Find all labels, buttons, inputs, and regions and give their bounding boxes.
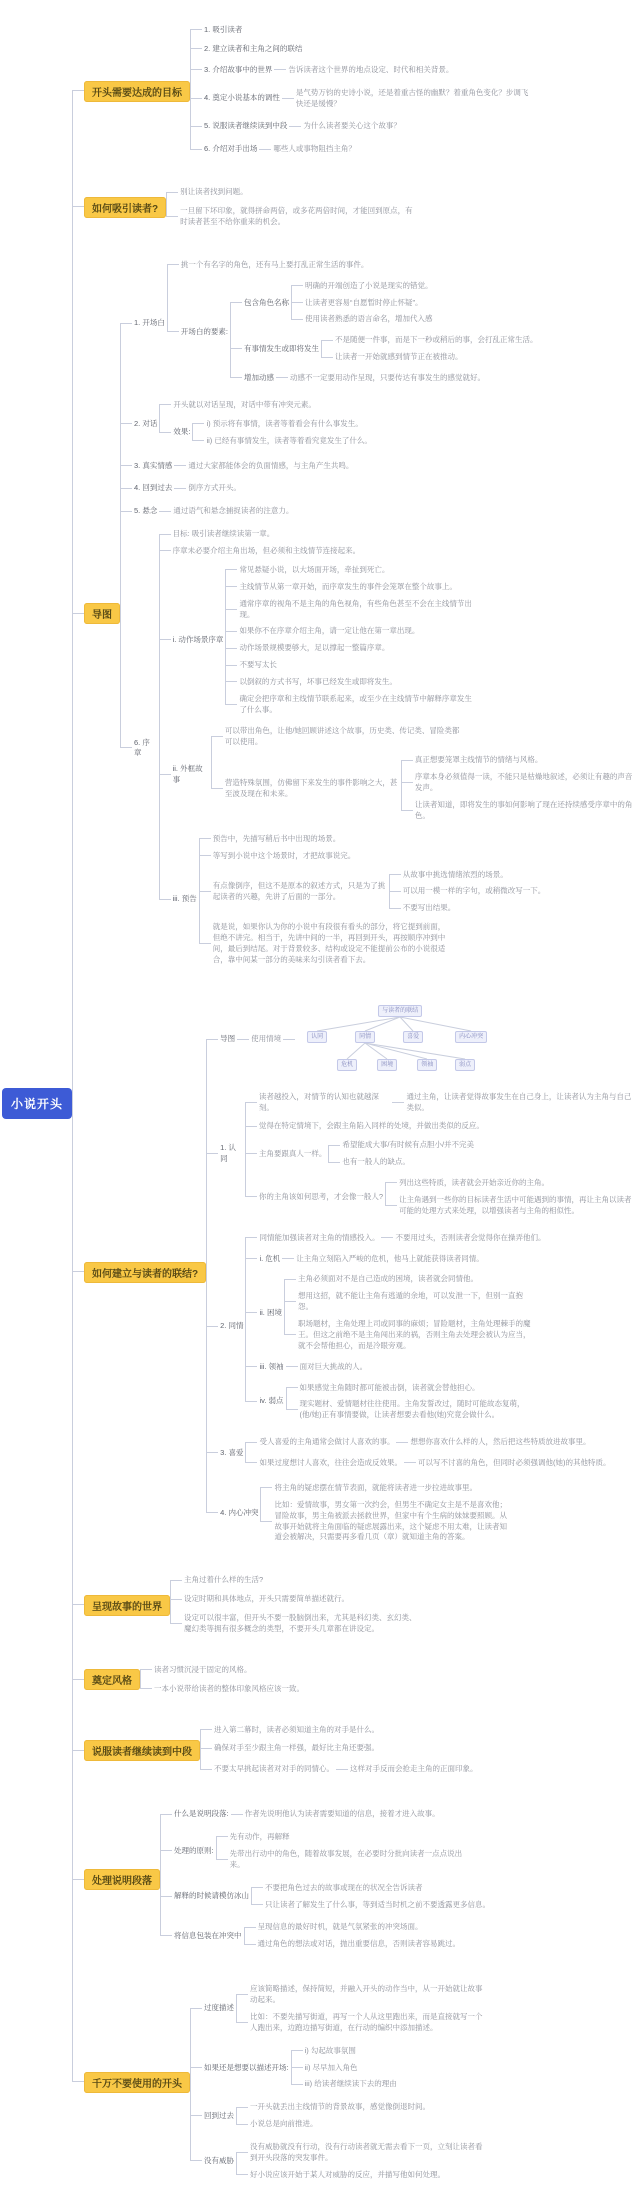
mindmap-text-node[interactable]: 一本小说带给读者的整体印象风格应该一致。 [154, 1683, 305, 1693]
mini-diagram-node: 内心冲突 [455, 1031, 487, 1043]
mindmap-subtree [160, 1916, 492, 1956]
mindmap-branch-node[interactable]: 导图 [84, 603, 120, 624]
mindmap-topic-node[interactable]: 6. 介绍对手出场 [204, 144, 258, 154]
mindmap-topic-node[interactable]: 2. 同情 [220, 1321, 244, 1331]
mindmap-subtree [120, 523, 638, 974]
mindmap-text-node[interactable]: 通过大家都能体会的负面情感，与主角产生共鸣。 [188, 460, 354, 470]
mindmap-subtree [159, 721, 638, 829]
mindmap-text-node[interactable]: 主角要跟真人一样。 [258, 1148, 327, 1158]
mindmap-text-node[interactable]: 不要用过头，否则读者会觉得你在操弄他们。 [395, 1232, 546, 1242]
mindmap-subtree [206, 1429, 638, 1477]
mindmap-subtree [289, 118, 403, 135]
mindmap-topic-node[interactable]: 有事情发生或即将发生 [243, 343, 319, 353]
mindmap-text-node[interactable]: 从故事中挑选情绪浓烈的场景。 [402, 869, 508, 879]
mindmap-topic-node[interactable]: 没有威胁 [204, 2155, 235, 2165]
mindmap-topic-node[interactable]: 2. 对话 [134, 418, 158, 428]
mindmap-subtree [192, 416, 373, 433]
mindmap-text-node[interactable]: 作者先说明他认为读者需要知道的信息，接着才进入故事。 [244, 1809, 440, 1819]
mindmap-topic-node[interactable]: 2. 建立读者和主角之间的联结 [204, 43, 303, 53]
mindmap-text-node[interactable]: 挑一个有名字的角色，还有马上要打乱正常生活的事件。 [180, 259, 369, 269]
mindmap-text-node[interactable]: 没有威胁就没有行动，没有行动读者就无需去看下一页，立刻让读者看到开头段落的突发事件。 [250, 2142, 483, 2162]
mindmap-subtree [251, 1880, 492, 1897]
mindmap-subtree [282, 85, 534, 113]
mindmap-subtree [291, 311, 435, 328]
mindmap-topic-node[interactable]: 处理的原则: [174, 1845, 214, 1855]
mindmap-subtree [225, 674, 477, 691]
mindmap-subtree [245, 1269, 547, 1356]
mindmap-subtree [284, 1288, 536, 1316]
mindmap-text-node[interactable]: 可以带出角色，让他/她回顾讲述这个故事，历史类、传记类、冒险类都可以使用。 [224, 725, 460, 746]
mindmap-subtree [170, 1590, 422, 1609]
mindmap-text-node[interactable]: 动感不一定要用动作呈现，只要传达有事发生的感觉就好。 [289, 373, 485, 382]
mindmap-text-node[interactable]: 序章本身必须值得一读，不能只是枯燥地叙述，必须让有趣的声音发声。 [414, 772, 633, 793]
mindmap-subtree [245, 1453, 612, 1474]
mindmap-text-node[interactable]: 让主角遇到一些你的目标读者生活中可能遇到的事情，再让主角以读者可能的处理方式来处理，以增强读者与主角的相似性。 [399, 1194, 632, 1215]
mindmap-text-node[interactable]: 一开头就丢出主线情节的背景故事，感觉像倒退时间。 [250, 2102, 431, 2112]
mindmap-subtree [396, 1434, 592, 1451]
mindmap-subtree [72, 1650, 638, 1710]
mindmap-subtree [225, 623, 477, 640]
mindmap-text-node[interactable]: 让读者知道，即将发生的事如何影响了现在还持续感受序章中的角色。 [414, 800, 633, 820]
mindmap-subtree [190, 2136, 488, 2187]
mindmap-topic-node[interactable]: 增加动感 [243, 373, 274, 382]
mindmap-text-node[interactable]: 职场题材，主角处理上司或同事的麻烦；冒险题材，主角处理棘手的魔王。但这之前绝不是主角闯出来的祸，否则主角去处理会被认为应当，就不会帮他担心，而是冷眼旁观。 [297, 1319, 531, 1350]
mindmap-subtree [160, 1803, 492, 1826]
mindmap-subtree [283, 1001, 510, 1079]
mindmap-subtree [236, 2139, 488, 2167]
mindmap-subtree [200, 1721, 480, 1740]
mindmap-subtree [245, 1249, 547, 1270]
mindmap-text-node[interactable]: 如果过度想讨人喜欢，往往会造成反效果。 [259, 1458, 402, 1467]
mindmap-topic-node[interactable]: 如果还是想要以描述开场: [204, 2062, 289, 2072]
mindmap-subtree [230, 368, 540, 389]
mindmap-text-node[interactable]: ii) 尽早加入角色 [304, 2062, 358, 2072]
mindmap-subtree [190, 115, 534, 138]
mindmap-text-node[interactable]: 告诉读者这个世界的地点设定、时代和相关背景。 [288, 64, 454, 74]
mindmap-text-node[interactable]: 面对巨大挑战的人。 [299, 1361, 368, 1371]
mindmap-topic-node[interactable]: 什么是说明段落: [174, 1809, 229, 1819]
mindmap-subtree [159, 829, 638, 971]
mindmap-text-node[interactable]: 营造特殊氛围，仿佛留下来发生的事件影响之大，甚至波及现在和未来。 [224, 777, 398, 798]
mindmap-subtree [389, 883, 548, 900]
mindmap-subtree [251, 1897, 492, 1914]
mindmap-subtree [328, 1154, 476, 1171]
mindmap-subtree [284, 1316, 536, 1355]
mini-diagram-node: 同情 [355, 1031, 375, 1043]
mindmap-topic-node[interactable]: iv. 弱点 [259, 1396, 284, 1406]
mindmap-text-node[interactable]: 如果感觉主角随时都可能被击倒，读者就会替他担心。 [299, 1382, 480, 1392]
mindmap-text-node[interactable]: 使用读者熟悉的语言命名，增加代入感 [304, 314, 433, 324]
mindmap-text-node[interactable]: 哪些人或事物阻挡主角？ [273, 144, 356, 154]
mini-diagram-node: 危机 [337, 1059, 357, 1071]
mindmap-branch-node[interactable]: 千万不要使用的开头 [84, 2072, 190, 2093]
mindmap-text-node[interactable]: i) 勾起故事氛围 [304, 2045, 356, 2055]
mindmap-topic-node[interactable]: 开场白的要素: [180, 326, 228, 336]
mindmap-subtree [192, 433, 373, 450]
mindmap-text-node[interactable]: 可以用一模一样的字句，或稍微改写一下。 [402, 886, 546, 896]
mindmap-subtree [328, 1137, 476, 1154]
mindmap-subtree [245, 1228, 547, 1249]
mindmap-subtree [321, 349, 540, 366]
mindmap-subtree [286, 1359, 370, 1376]
mindmap-subtree [159, 503, 295, 520]
mindmap-subtree [244, 1936, 463, 1953]
mindmap-subtree [385, 1175, 637, 1192]
mindmap-text-node[interactable]: 不要写太长 [239, 660, 277, 670]
mini-diagram-node: 弱点 [455, 1059, 475, 1071]
mindmap-subtree [206, 996, 638, 1084]
mindmap-text-node[interactable]: 读者越投入，对情节的认知也就越深刻。 [258, 1091, 379, 1112]
mindmap-subtree [291, 278, 435, 295]
mindmap-subtree [404, 1455, 613, 1472]
mindmap-text-node[interactable]: 小说总是向前推进。 [250, 2119, 318, 2129]
mindmap-topic-node[interactable]: 包含角色名称 [243, 297, 289, 307]
mindmap-text-node[interactable]: 如果你不在序章介绍主角，请一定让他在第一章出现。 [239, 626, 420, 636]
mindmap-subtree [389, 900, 548, 917]
mindmap-subtree [225, 579, 477, 596]
mindmap-subtree [225, 562, 477, 579]
mindmap-subtree [245, 1087, 638, 1119]
mindmap-subtree [166, 202, 418, 232]
mindmap-subtree [385, 1192, 637, 1220]
mindmap-subtree [245, 1118, 638, 1135]
mindmap-text-node[interactable]: 觉得在特定情境下，会跟主角陷入同样的处境，并做出类似的反应。 [258, 1121, 484, 1131]
mindmap-text-node[interactable]: 目标: 吸引读者继续读第一章。 [172, 529, 275, 539]
mini-diagram-node: 困境 [377, 1059, 397, 1071]
mindmap-subtree [166, 183, 418, 202]
mindmap-subtree [206, 1225, 638, 1430]
mindmap-subtree [140, 1661, 306, 1680]
mindmap-text-node[interactable]: 列出这些特质，读者就会开始亲近你的主角。 [399, 1178, 550, 1187]
mindmap-text-node[interactable]: 比如：不要先描写街道，再写一个人从这里跑出来，而是直接就写一个人跑出来，边跑边描写街道，在行动的编织中添加描述。 [250, 2011, 483, 2032]
mindmap-subtree [160, 1877, 492, 1917]
mini-diagram-node: 认同 [307, 1031, 327, 1043]
mindmap-text-node[interactable]: 明确的开端创造了小说是现实的错觉。 [304, 280, 433, 290]
mindmap-subtree [167, 257, 540, 274]
mindmap-subtree [236, 2009, 488, 2037]
mindmap-subtree [236, 2167, 488, 2184]
mindmap-subtree [72, 1560, 638, 1650]
mindmap-text-node[interactable]: 主角必须面对不是自己造成的困境，读者就会同情他。 [297, 1274, 478, 1284]
mindmap-topic-node[interactable]: 4. 内心冲突 [220, 1507, 259, 1517]
mindmap-text-node[interactable]: 受人喜爱的主角通常会做讨人喜欢的事。 [259, 1437, 395, 1447]
mindmap-subtree [199, 865, 548, 920]
mindmap-text-node[interactable]: 通过语气和悬念捕捉读者的注意力。 [173, 506, 294, 516]
mindmap-text-node[interactable]: 别让读者找到问题。 [180, 187, 248, 197]
mindmap-subtree [190, 59, 534, 82]
mindmap-subtree [259, 141, 358, 158]
mindmap-subtree [140, 1680, 306, 1699]
mindmap-subtree [159, 526, 638, 543]
mindmap-text-node[interactable]: 设定时期和具体地点，开头只需要简单描述就行。 [184, 1594, 350, 1604]
mindmap-subtree [190, 1978, 488, 2040]
mindmap-text-node[interactable]: 希望能成大事/有时候有点胆小/并不完美 [342, 1140, 475, 1150]
mindmap-subtree [245, 1378, 547, 1427]
mindmap-subtree [170, 1571, 422, 1590]
mindmap-subtree [120, 477, 638, 500]
mindmap-subtree [245, 1432, 612, 1453]
mindmap-subtree [282, 1251, 486, 1268]
mindmap-topic-node[interactable]: 解释的时候请模仿冰山 [174, 1891, 250, 1901]
mindmap-subtree [206, 1084, 638, 1225]
mindmap-text-node[interactable]: 通常序章的视角不是主角的角色视角，有些角色甚至不会在主线情节出现。 [239, 598, 472, 619]
mindmap-subtree [236, 2099, 432, 2116]
mindmap-topic-node[interactable]: ii. 困境 [259, 1307, 282, 1317]
mindmap-text-node[interactable]: 现实题材、爱情题材往往使用。主角发誓改过，随时可能故态复萌，(他/她)正有事情要做，让读者想要去看他(她)究竟会做什么。 [299, 1399, 525, 1420]
mindmap-text-node[interactable]: 通过主角，让读者觉得故事发生在自己身上，让读者认为主角与自己类似。 [406, 1091, 632, 1112]
mindmap-subtree [321, 332, 540, 349]
mindmap-subtree [211, 723, 638, 751]
mindmap-subtree [216, 1846, 468, 1874]
mindmap-text-node[interactable]: 想用这招，就不能让主角有逃遁的余地，可以发泄一下，但别一直抱怨。 [297, 1291, 523, 1312]
mindmap-subtree [237, 999, 510, 1081]
mindmap-subtree [236, 2116, 432, 2133]
mindmap-subtree [211, 750, 638, 826]
mindmap-topic-node[interactable]: iii. 领袖 [259, 1361, 284, 1371]
mindmap-subtree [291, 2076, 399, 2093]
mindmap-subtree [274, 62, 455, 79]
mindmap-text-node[interactable]: 让读者更容易“自愿暂时停止怀疑”。 [304, 297, 423, 307]
mindmap-topic-node[interactable]: 回到过去 [204, 2110, 235, 2120]
mindmap-subtree [291, 2043, 399, 2060]
mindmap-text-node[interactable]: 让主角立刻陷入严峻的危机，他马上就能获得读者同情。 [296, 1253, 484, 1263]
mindmap-text-node[interactable]: 比如：爱情故事，男女第一次约会，但男生不确定女主是不是喜欢他；冒险故事，男主角被派去拯救世界，但家中有个生病的妹妹要照顾。从故事开始就将主角面临的疑虑展露出来，这个疑虑不用太难，让读者知道会被解决，只需要再多看几页（章）就知道主角的答案。 [274, 1499, 507, 1542]
mindmap-subtree [199, 919, 548, 969]
mindmap-text-node[interactable]: 同情能加强读者对主角的情感投入。 [259, 1232, 380, 1242]
mindmap-subtree [174, 458, 355, 475]
mindmap-subtree [160, 1826, 492, 1877]
mindmap-topic-node[interactable]: 3. 介绍故事中的世界 [204, 64, 273, 74]
mindmap-text-node[interactable]: 先带出行动中的角色，随着故事发展，在必要时分批向读者一点点说出来。 [229, 1848, 463, 1869]
mindmap-text-node[interactable]: 预告中，先描写稍后书中出现的场景。 [212, 833, 341, 843]
mindmap-branch-node[interactable]: 开头需要达成的目标 [84, 81, 190, 102]
mindmap-subtree [225, 596, 477, 624]
mindmap-topic-node[interactable]: 4. 奠定小说基本的调性 [204, 93, 280, 103]
mindmap-subtree [225, 657, 477, 674]
mindmap-subtree [401, 752, 638, 769]
mindmap-subtree [190, 138, 534, 161]
mindmap-subtree [120, 394, 638, 455]
mindmap-subtree [392, 1089, 638, 1117]
mindmap-subtree [276, 370, 487, 387]
mindmap-subtree [260, 1480, 512, 1497]
mindmap-subtree [230, 330, 540, 368]
mini-diagram-node: 喜爱 [403, 1031, 423, 1043]
mindmap-text-node[interactable]: 为什么读者要关心这个故事？ [303, 121, 401, 131]
mindmap-text-node[interactable]: 应该简略描述，保持简短，并融入开头的动作当中，从一开始就让故事动起来。 [250, 1984, 483, 2004]
mindmap-text-node[interactable]: 开头就以对话呈现，对话中带有冲突元素。 [173, 399, 316, 409]
mindmap-topic-node[interactable]: i. 危机 [259, 1253, 281, 1263]
mindmap-text-node[interactable]: 想想你喜欢什么样的人，然后把这些特质放进故事里。 [410, 1437, 591, 1447]
mindmap-text-node[interactable]: 也有一般人的缺点。 [342, 1157, 410, 1167]
mindmap-subtree [291, 295, 435, 312]
mindmap-subtree [225, 640, 477, 657]
mindmap-text-node[interactable]: 这样对手反而会抢走主角的正面印象。 [350, 1764, 478, 1774]
mindmap-subtree [236, 1981, 488, 2009]
mindmap-text-node[interactable]: 等写到小说中这个场景时，才把故事说完。 [212, 850, 356, 860]
mindmap-text-node[interactable]: 读者习惯沉浸于固定的风格。 [154, 1664, 252, 1674]
mindmap-topic-node[interactable]: 过度描述 [204, 2003, 235, 2013]
mindmap-subtree [336, 1761, 480, 1778]
mindmap-text-node[interactable]: 使用情境 [251, 1034, 282, 1044]
mini-diagram-node: 与读者的联结 [378, 1005, 422, 1017]
mindmap-subtree [174, 480, 243, 497]
mindmap-text-node[interactable]: 将主角的疑虑摆在情节表面，就能将读者进一步拉进故事里。 [274, 1482, 477, 1492]
mindmap-subtree [401, 797, 638, 825]
mindmap-subtree [284, 1271, 536, 1288]
mindmap-subtree [199, 831, 548, 848]
mindmap-topic-node[interactable]: 1. 开场白 [134, 318, 165, 328]
mindmap-subtree [170, 1609, 422, 1639]
mindmap-topic-node[interactable]: i. 动作场景序章 [172, 634, 224, 644]
mindmap-subtree [159, 397, 374, 414]
mindmap-topic-node[interactable]: ii. 外框故事 [172, 763, 203, 784]
mindmap-text-node[interactable]: 就是说，如果你认为你的小说中有段很有看头的部分，将它提到前面，但绝不讲完。相当于，先讲中间的一半，再回到开头，再按顺序冲到中间，最后到结尾。对于背景较多、结构或设定不能提前公布的小说很适合，靠中间某一部分的美味来勾引读者看下去。 [212, 922, 446, 964]
mindmap-subtree [389, 867, 548, 884]
mindmap-subtree [200, 1739, 480, 1758]
mindmap-topic-node[interactable]: 3. 真实情感 [134, 460, 173, 470]
mindmap-subtree [199, 848, 548, 865]
mindmap-topic-node[interactable]: 3. 喜爱 [220, 1447, 244, 1457]
mindmap-branch-node[interactable]: 奠定风格 [84, 1669, 140, 1690]
mindmap-text-node[interactable]: 不要把角色过去的故事或现在的状况全告诉读者 [265, 1882, 423, 1892]
mindmap-topic-node[interactable]: 将信息包装在冲突中 [174, 1930, 242, 1940]
mindmap-branch-node[interactable]: 呈现故事的世界 [84, 1595, 170, 1616]
mindmap-text-node[interactable]: 通过角色的想法或对话，抛出重要信息，否则读者容易跳过。 [257, 1939, 461, 1949]
mindmap-text-node[interactable]: 先有动作，再解释 [229, 1832, 290, 1841]
mindmap-subtree [72, 243, 638, 985]
mindmap-text-node[interactable]: 常见悬疑小说，以大场面开场，牵扯到死亡。 [239, 564, 390, 574]
mindmap-subtree [225, 691, 477, 719]
mindmap-subtree [167, 274, 540, 391]
mindmap-text-node[interactable]: i) 预示将有事情，读者等着看会有什么事发生。 [206, 418, 363, 428]
mindmap-text-node[interactable]: 好小说应该开始于某人对威胁的反应，并描写他如何处理。 [250, 2169, 446, 2179]
mindmap-topic-node[interactable]: 6. 序章 [134, 737, 150, 758]
mindmap-subtree [120, 254, 638, 394]
mindmap-subtree [200, 1758, 480, 1781]
mindmap-text-node[interactable]: 只让读者了解发生了什么事，等到适当时机之前不要透露更多信息。 [265, 1899, 491, 1909]
mindmap-subtree [190, 2040, 488, 2097]
mindmap-text-node[interactable]: 不要太早挑起读者对对手的同情心。 [214, 1764, 335, 1774]
mindmap-subtree [286, 1396, 538, 1424]
mindmap-text-node[interactable]: 呈现信息的最好时机，就是气氛紧张的冲突场面。 [257, 1922, 423, 1932]
mindmap-text-node[interactable]: 不要写出结果。 [402, 903, 456, 913]
mindmap-subtree [72, 985, 638, 1561]
mindmap-branch-node[interactable]: 如何吸引读者? [84, 197, 166, 218]
mindmap-subtree [72, 172, 638, 243]
mindmap-text-node[interactable]: 进入第二幕时，读者必须知道主角的对手是什么。 [214, 1724, 380, 1734]
mindmap-topic-node[interactable]: 导图 [220, 1034, 236, 1044]
mindmap-subtree [231, 1806, 442, 1823]
mindmap-text-node[interactable]: 不是随便一件事，而是下一秒或稍后的事，会打乱正常生活。 [334, 335, 538, 345]
mindmap-text-node[interactable]: 主线情节从第一章开始，而序章发生的事件会笼罩在整个故事上。 [239, 581, 457, 591]
mindmap-topic-node[interactable]: 效果: [173, 427, 191, 437]
mindmap-subtree [381, 1230, 547, 1247]
mindmap-subtree [190, 2096, 488, 2136]
mindmap-topic-node[interactable]: 1. 吸引读者 [204, 25, 243, 34]
mindmap-subtree [286, 1380, 538, 1397]
mindmap-text-node[interactable]: 一旦留下坏印象，就得拼命两倍，或多花两倍时间，才能回到原点，有时读者甚至不给你重来的机会。 [180, 206, 413, 226]
mindmap-subtree [190, 82, 534, 116]
mindmap-subtree [72, 1967, 638, 2198]
mindmap-branch-node[interactable]: 处理说明段落 [84, 1869, 160, 1890]
mindmap-text-node[interactable]: iii) 给读者继续读下去的理由 [304, 2079, 397, 2089]
mindmap-text-node[interactable]: 倒序方式开头。 [188, 483, 241, 493]
mindmap-text-node[interactable]: 可以写不讨喜的角色，但同时必须强调他(她)的其他特质。 [417, 1458, 611, 1467]
mindmap-subtree [245, 1135, 638, 1173]
mindmap-text-node[interactable]: 是气势万钧的史诗小说，还是着重古怪的幽默？着重角色变化？步调飞快还是缓慢？ [295, 87, 529, 108]
mindmap-text-node[interactable]: 以倒叙的方式书写，坏事已经发生或即将发生。 [239, 677, 397, 686]
mindmap-subtree [206, 1477, 638, 1549]
mindmap-subtree [159, 543, 638, 560]
usage-context-mini-diagram [295, 1003, 510, 1077]
mindmap-subtree [245, 1173, 638, 1222]
mindmap-text-node[interactable]: 确定会把序章和主线情节联系起来，或至少在主线情节中解释序章发生了什么事。 [239, 693, 472, 714]
mindmap-subtree [190, 21, 534, 40]
mindmap-topic-node[interactable]: iii. 预告 [172, 894, 197, 904]
mindmap-text-node[interactable]: 主角过着什么样的生活? [184, 1575, 264, 1585]
mindmap-subtree [260, 1497, 512, 1547]
mindmap-text-node[interactable]: ii) 已经有事情发生，读者等着看究竟发生了什么。 [206, 435, 372, 445]
mindmap-subtree [159, 414, 374, 452]
mindmap-subtree [216, 1829, 468, 1846]
mindmap-text-node[interactable]: 你的主角该如何思考，才会像一般人? [258, 1191, 384, 1201]
mindmap-subtree [190, 40, 534, 59]
mindmap-subtree [72, 1710, 638, 1793]
mindmap-text-node[interactable]: 设定可以很丰富，但开头不要一股脑倒出来，尤其是科幻类、玄幻类、魔幻类等拥有很多概念的类型，不要开头几章都在讲设定。 [184, 1613, 417, 1633]
mindmap-branch-node[interactable]: 如何建立与读者的联结? [84, 1262, 206, 1283]
mindmap-subtree [72, 10, 638, 172]
mindmap-branch-node[interactable]: 说服读者继续读到中段 [84, 1740, 200, 1761]
mini-diagram-node: 领袖 [417, 1059, 437, 1071]
mindmap-topic-node[interactable]: 5. 说服读者继续读到中段 [204, 121, 288, 131]
mindmap-text-node[interactable]: 让读者一开始就感到情节正在被推动。 [334, 352, 463, 362]
mindmap-text-node[interactable]: 确保对手至少跟主角一样强，最好比主角还要强。 [214, 1743, 380, 1753]
mindmap-subtree [230, 276, 540, 331]
mindmap-topic-node[interactable]: 4. 回到过去 [134, 483, 173, 493]
mindmap-subtree [291, 2060, 399, 2077]
mindmap-topic-node[interactable]: 5. 悬念 [134, 506, 158, 516]
mindmap-subtree [72, 1792, 638, 1967]
mindmap-subtree [245, 1357, 547, 1378]
mindmap-text-node[interactable]: 真正想要笼罩主线情节的情绪与风格。 [414, 755, 543, 765]
mindmap-text-node[interactable]: 有点像倒序，但这不是原本的叙述方式，只是为了挑起读者的兴趣，先讲了后面的一部分。 [212, 880, 386, 901]
mindmap-subtree [120, 500, 638, 523]
mindmap-subtree [401, 769, 638, 797]
mindmap-text-node[interactable]: 序章未必要介绍主角出场，但必须和主线情节连接起来。 [172, 546, 361, 555]
mindmap-text-node[interactable]: 动作场景规模要够大，足以撑起一整篇序章。 [239, 643, 390, 653]
mindmap-root-node[interactable]: 小说开头 [2, 1088, 72, 1119]
mindmap-subtree [159, 560, 638, 721]
mindmap-topic-node[interactable]: 1. 认同 [220, 1143, 236, 1164]
mindmap-subtree [244, 1919, 463, 1936]
mindmap-subtree [120, 455, 638, 478]
